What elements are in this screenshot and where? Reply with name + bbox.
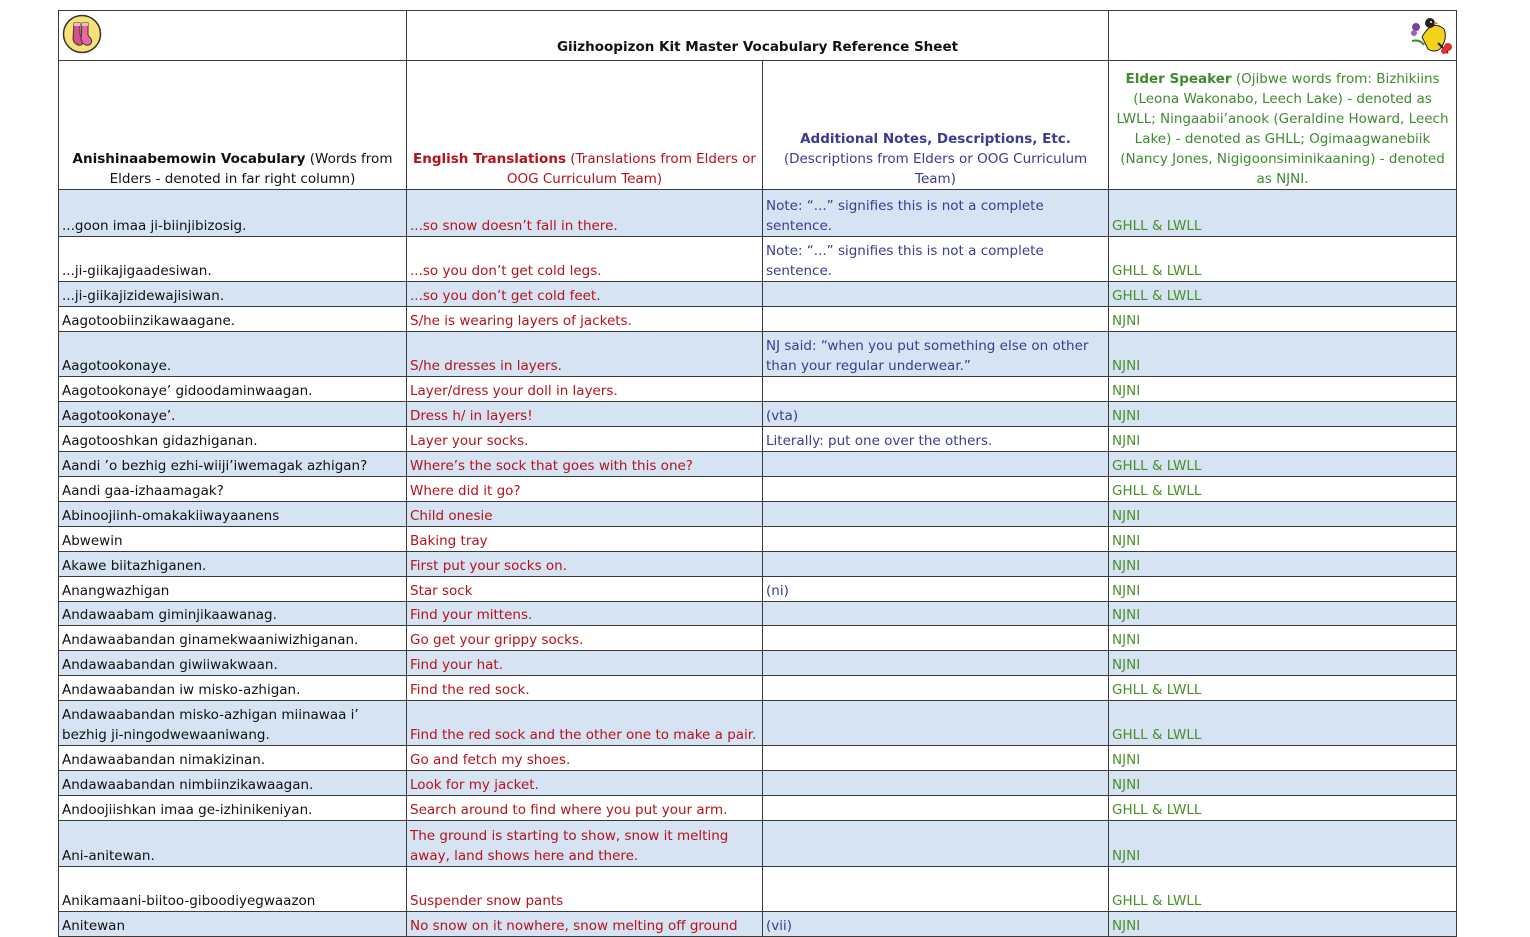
english-cell: ...so you don’t get cold feet. bbox=[407, 282, 763, 307]
table-row bbox=[59, 427, 1457, 452]
ojibwe-cell: Anitewan bbox=[59, 912, 407, 937]
ojibwe-cell: Aagotooshkan gidazhiganan. bbox=[59, 427, 407, 452]
notes-cell bbox=[763, 452, 1109, 477]
english-cell: Go get your grippy socks. bbox=[407, 626, 763, 651]
table-row bbox=[59, 237, 1457, 282]
english-cell: Dress h/ in layers! bbox=[407, 402, 763, 427]
english-cell: Star sock bbox=[407, 577, 763, 602]
notes-cell bbox=[763, 651, 1109, 676]
notes-cell: (vii) bbox=[763, 912, 1109, 937]
ojibwe-cell: Ani-anitewan. bbox=[59, 821, 407, 867]
ojibwe-cell: ...ji-giikajigaadesiwan. bbox=[59, 237, 407, 282]
notes-cell: Note: “...” signifies this is not a complete sentence. bbox=[763, 237, 1109, 282]
elder-cell: GHLL & LWLL bbox=[1109, 237, 1457, 282]
english-cell: ...so snow doesn’t fall in there. bbox=[407, 190, 763, 237]
table-row bbox=[59, 746, 1457, 771]
notes-cell bbox=[763, 552, 1109, 577]
header-row bbox=[59, 61, 1457, 190]
english-cell: Find your mittens. bbox=[407, 602, 763, 626]
notes-cell bbox=[763, 867, 1109, 912]
english-cell: Layer/dress your doll in layers. bbox=[407, 377, 763, 402]
english-cell: Search around to find where you put your arm. bbox=[407, 796, 763, 821]
notes-cell bbox=[763, 527, 1109, 552]
elder-cell: NJNI bbox=[1109, 626, 1457, 651]
table-row bbox=[59, 771, 1457, 796]
ojibwe-cell: Anikamaani-biitoo-giboodiyegwaazon bbox=[59, 867, 407, 912]
english-cell: S/he dresses in layers. bbox=[407, 332, 763, 377]
table-row bbox=[59, 190, 1457, 237]
notes-cell: Note: “...” signifies this is not a complete sentence. bbox=[763, 190, 1109, 237]
elder-cell: GHLL & LWLL bbox=[1109, 676, 1457, 701]
elder-cell: NJNI bbox=[1109, 307, 1457, 332]
table-row bbox=[59, 651, 1457, 676]
table-row bbox=[59, 676, 1457, 701]
elder-cell: NJNI bbox=[1109, 602, 1457, 626]
table-row bbox=[59, 912, 1457, 937]
notes-cell bbox=[763, 602, 1109, 626]
table-row bbox=[59, 796, 1457, 821]
table-row bbox=[59, 626, 1457, 651]
ojibwe-cell: Andoojiishkan imaa ge-izhinikeniyan. bbox=[59, 796, 407, 821]
english-cell: Where’s the sock that goes with this one? bbox=[407, 452, 763, 477]
elder-cell: GHLL & LWLL bbox=[1109, 701, 1457, 746]
elder-cell: NJNI bbox=[1109, 427, 1457, 452]
ojibwe-cell: Aagotookonaye’. bbox=[59, 402, 407, 427]
notes-cell: (vta) bbox=[763, 402, 1109, 427]
ojibwe-cell: Aagotookonaye’ gidoodaminwaagan. bbox=[59, 377, 407, 402]
ojibwe-cell: Aandi gaa-izhaamagak? bbox=[59, 477, 407, 502]
elder-cell: NJNI bbox=[1109, 377, 1457, 402]
notes-cell: Literally: put one over the others. bbox=[763, 427, 1109, 452]
elder-cell: GHLL & LWLL bbox=[1109, 190, 1457, 237]
title-row bbox=[59, 11, 1457, 61]
elder-cell: NJNI bbox=[1109, 651, 1457, 676]
english-cell: Suspender snow pants bbox=[407, 867, 763, 912]
ojibwe-cell: Andawaabandan iw misko-azhigan. bbox=[59, 676, 407, 701]
ojibwe-cell: Anangwazhigan bbox=[59, 577, 407, 602]
english-cell: S/he is wearing layers of jackets. bbox=[407, 307, 763, 332]
header-english-bold: English Translations bbox=[413, 151, 566, 167]
table-row bbox=[59, 577, 1457, 602]
english-cell: No snow on it nowhere, snow melting off ground bbox=[407, 912, 763, 937]
notes-cell bbox=[763, 377, 1109, 402]
socks-logo-icon bbox=[62, 14, 102, 54]
elder-cell: GHLL & LWLL bbox=[1109, 477, 1457, 502]
notes-cell bbox=[763, 502, 1109, 527]
notes-cell: NJ said: “when you put something else on other than your regular underwear.” bbox=[763, 332, 1109, 377]
table-row bbox=[59, 821, 1457, 867]
header-notes-rest: (Descriptions from Elders or OOG Curriculum Team) bbox=[783, 151, 1088, 187]
ojibwe-cell: ...goon imaa ji-biinjibizosig. bbox=[59, 190, 407, 237]
notes-cell bbox=[763, 796, 1109, 821]
english-cell: Find the red sock. bbox=[407, 676, 763, 701]
table-row bbox=[59, 377, 1457, 402]
elder-cell: NJNI bbox=[1109, 332, 1457, 377]
notes-cell: (ni) bbox=[763, 577, 1109, 602]
table-row bbox=[59, 552, 1457, 577]
ojibwe-cell: Andawaabandan ginamekwaaniwizhiganan. bbox=[59, 626, 407, 651]
elder-cell: NJNI bbox=[1109, 912, 1457, 937]
ojibwe-cell: Akawe biitazhiganen. bbox=[59, 552, 407, 577]
english-cell: Where did it go? bbox=[407, 477, 763, 502]
ojibwe-cell: Andawaabandan giwiiwakwaan. bbox=[59, 651, 407, 676]
notes-cell bbox=[763, 477, 1109, 502]
notes-cell bbox=[763, 282, 1109, 307]
table-row bbox=[59, 402, 1457, 427]
header-anishinaabemowin-bold: Anishinaabemowin Vocabulary bbox=[72, 151, 306, 167]
notes-cell bbox=[763, 626, 1109, 651]
english-cell: Find the red sock and the other one to make a pair. bbox=[407, 701, 763, 746]
elder-cell: GHLL & LWLL bbox=[1109, 867, 1457, 912]
notes-cell bbox=[763, 701, 1109, 746]
elder-cell: GHLL & LWLL bbox=[1109, 452, 1457, 477]
elder-cell: NJNI bbox=[1109, 577, 1457, 602]
header-elder-bold: Elder Speaker bbox=[1125, 71, 1232, 87]
english-cell: First put your socks on. bbox=[407, 552, 763, 577]
notes-cell bbox=[763, 821, 1109, 867]
ojibwe-cell: Aandi ’o bezhig ezhi-wiiji’iwemagak azhigan? bbox=[59, 452, 407, 477]
elder-cell: NJNI bbox=[1109, 502, 1457, 527]
ojibwe-cell: Abwewin bbox=[59, 527, 407, 552]
table-row bbox=[59, 502, 1457, 527]
notes-cell bbox=[763, 676, 1109, 701]
header-elder-rest: (Ojibwe words from: Bizhikiins (Leona Wakonabo, Leech Lake) - denoted as LWLL; Ningaabii’anook (Geraldine Howard, Leech Lake) - denoted as GHLL; Ogimaagwanebiik (Nancy Jones, Nigigoonsiminikaaning) - denoted as NJNI. bbox=[1116, 71, 1449, 187]
vocabulary-table bbox=[58, 10, 1457, 937]
table-row bbox=[59, 527, 1457, 552]
ojibwe-cell: Andawaabandan misko-azhigan miinawaa i’ bezhig ji-ningodwewaaniwang. bbox=[59, 701, 407, 746]
notes-cell bbox=[763, 771, 1109, 796]
logo-cell-right bbox=[1109, 11, 1457, 61]
elder-cell: NJNI bbox=[1109, 552, 1457, 577]
header-english bbox=[407, 61, 763, 190]
header-notes bbox=[763, 61, 1109, 190]
header-notes-bold: Additional Notes, Descriptions, Etc. bbox=[800, 131, 1071, 147]
ojibwe-cell: Andawaabandan nimbiinzikawaagan. bbox=[59, 771, 407, 796]
elder-cell: GHLL & LWLL bbox=[1109, 282, 1457, 307]
english-cell: The ground is starting to show, snow it melting away, land shows here and there. bbox=[407, 821, 763, 867]
bird-flower-logo-icon bbox=[1408, 13, 1454, 55]
ojibwe-cell: ...ji-giikajizidewajisiwan. bbox=[59, 282, 407, 307]
header-elder bbox=[1109, 61, 1457, 190]
table-row bbox=[59, 477, 1457, 502]
notes-cell bbox=[763, 746, 1109, 771]
english-cell: ...so you don’t get cold legs. bbox=[407, 237, 763, 282]
table-row bbox=[59, 701, 1457, 746]
table-row bbox=[59, 452, 1457, 477]
ojibwe-cell: Abinoojiinh-omakakiiwayaanens bbox=[59, 502, 407, 527]
ojibwe-cell: Aagotoobiinzikawaagane. bbox=[59, 307, 407, 332]
elder-cell: NJNI bbox=[1109, 746, 1457, 771]
table-row bbox=[59, 282, 1457, 307]
english-cell: Look for my jacket. bbox=[407, 771, 763, 796]
elder-cell: NJNI bbox=[1109, 771, 1457, 796]
english-cell: Go and fetch my shoes. bbox=[407, 746, 763, 771]
page-title: Giizhoopizon Kit Master Vocabulary Reference Sheet bbox=[407, 11, 1109, 61]
english-cell: Child onesie bbox=[407, 502, 763, 527]
english-cell: Layer your socks. bbox=[407, 427, 763, 452]
logo-cell-left bbox=[59, 11, 407, 61]
table-row bbox=[59, 602, 1457, 626]
table-row bbox=[59, 867, 1457, 912]
elder-cell: NJNI bbox=[1109, 821, 1457, 867]
english-cell: Find your hat. bbox=[407, 651, 763, 676]
english-cell: Baking tray bbox=[407, 527, 763, 552]
elder-cell: NJNI bbox=[1109, 527, 1457, 552]
table-row bbox=[59, 332, 1457, 377]
header-anishinaabemowin-rest: (Words from Elders - denoted in far right column) bbox=[109, 151, 393, 187]
notes-cell bbox=[763, 307, 1109, 332]
table-row bbox=[59, 307, 1457, 332]
ojibwe-cell: Aagotookonaye. bbox=[59, 332, 407, 377]
header-anishinaabemowin bbox=[59, 61, 407, 190]
ojibwe-cell: Andawaabandan nimakizinan. bbox=[59, 746, 407, 771]
elder-cell: NJNI bbox=[1109, 402, 1457, 427]
header-english-rest: (Translations from Elders or OOG Curriculum Team) bbox=[506, 151, 756, 187]
elder-cell: GHLL & LWLL bbox=[1109, 796, 1457, 821]
ojibwe-cell: Andawaabam giminjikaawanag. bbox=[59, 602, 407, 626]
